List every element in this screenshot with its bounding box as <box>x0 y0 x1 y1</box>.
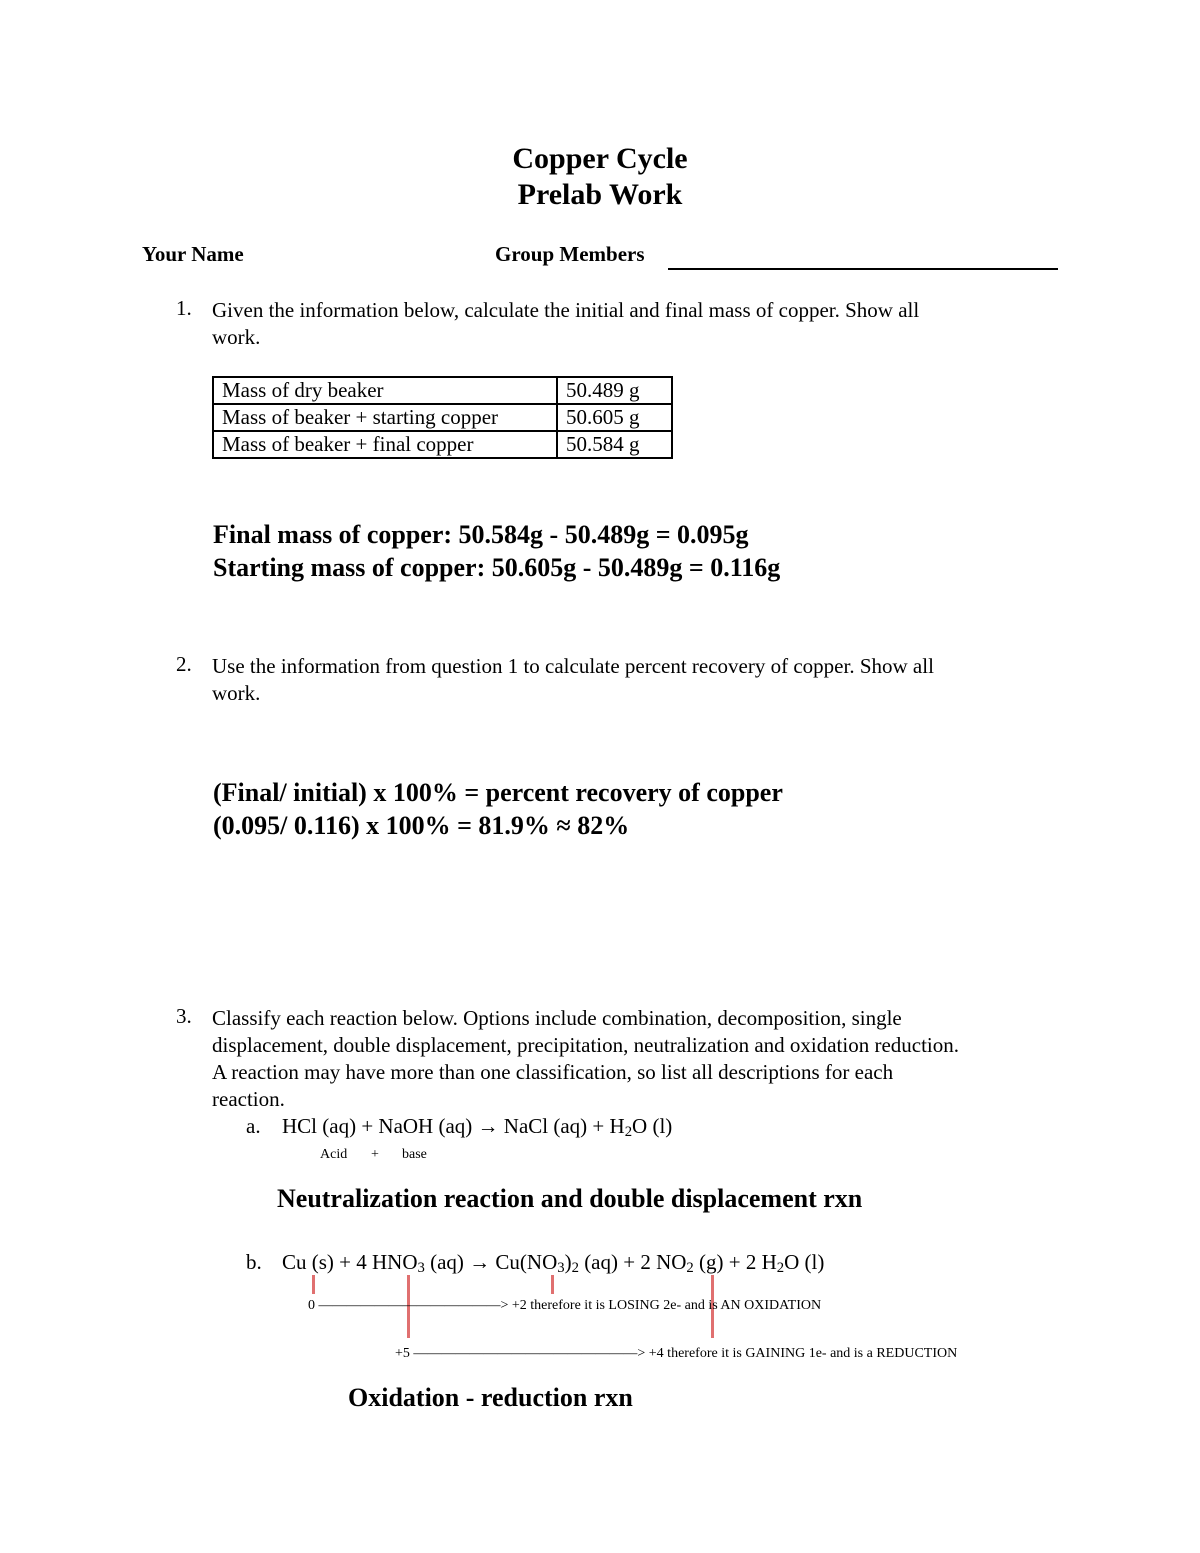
base-note: base <box>402 1147 427 1162</box>
q3a-label: a. <box>246 1114 261 1138</box>
equation-text: (aq) + 2 NO <box>578 1250 687 1274</box>
equation-text: O (l) <box>632 1114 673 1138</box>
group-members-label: Group Members <box>495 242 645 266</box>
equation-text: (aq) → Cu(NO <box>424 1250 558 1274</box>
equation-text: HCl (aq) + NaOH (aq) → NaCl (aq) + H <box>282 1114 625 1138</box>
equation-text: Cu (s) + 4 HNO <box>282 1250 418 1274</box>
table-row <box>213 377 672 404</box>
oxidation-note: 0 —————————————> +2 therefore it is LOSING 2e- and is AN OXIDATION <box>308 1298 822 1313</box>
table-cell-value: 50.489 g <box>557 377 672 404</box>
cu-oxidation-mark <box>312 1275 315 1294</box>
equation-subscript: 3 <box>417 1260 425 1276</box>
equation-text: (g) + 2 H <box>693 1250 777 1274</box>
q3b-equation <box>282 1248 824 1276</box>
table-cell-value: 50.605 g <box>557 404 672 431</box>
q2-text-line1: Use the information from question 1 to calculate percent recovery of copper. Show all <box>212 654 934 678</box>
q3-text-line2: displacement, double displacement, precipitation, neutralization and oxidation reduction. <box>212 1033 960 1057</box>
your-name-label: Your Name <box>142 242 244 266</box>
plus-note: + <box>371 1147 379 1162</box>
equation-subscript: 2 <box>624 1124 633 1140</box>
cu-product-mark <box>551 1275 554 1294</box>
mass-table <box>212 376 673 459</box>
table-row <box>213 431 672 458</box>
q3-text-line4: reaction. <box>212 1087 285 1111</box>
equation-subscript: 2 <box>571 1260 579 1276</box>
doc-subtitle: Prelab Work <box>517 178 683 211</box>
q2-answer-line2: (0.095/ 0.116) x 100% = 81.9% ≈ 82% <box>213 811 630 840</box>
table-row <box>213 404 672 431</box>
table-cell-label: Mass of dry beaker <box>213 377 557 404</box>
q2-number: 2. <box>176 652 192 676</box>
acid-note: Acid <box>320 1147 348 1162</box>
equation-subscript: 2 <box>686 1260 694 1276</box>
equation-text: ) <box>564 1250 572 1274</box>
q1-number: 1. <box>176 296 192 320</box>
q1-text-line1: Given the information below, calculate the initial and final mass of copper. Show all <box>212 298 920 322</box>
equation-text: O (l) <box>784 1250 825 1274</box>
q3a-answer: Neutralization reaction and double displacement rxn <box>277 1184 863 1213</box>
equation-subscript: 2 <box>776 1260 785 1276</box>
equation-subscript: 3 <box>557 1260 565 1276</box>
q3b-label: b. <box>246 1250 262 1274</box>
q1-answer-line1: Final mass of copper: 50.584g - 50.489g = 0.095g <box>213 520 749 549</box>
group-members-blank[interactable] <box>668 268 1058 270</box>
q2-text-line2: work. <box>212 681 261 705</box>
reduction-note: +5 ————————————————> +4 therefore it is GAINING 1e- and is a REDUCTION <box>395 1346 958 1361</box>
q3-text-line3: A reaction may have more than one classification, so list all descriptions for each <box>212 1060 894 1084</box>
table-cell-label: Mass of beaker + final copper <box>213 431 557 458</box>
table-cell-value: 50.584 g <box>557 431 672 458</box>
q3-number: 3. <box>176 1004 192 1028</box>
q3-text-line1: Classify each reaction below. Options include combination, decomposition, single <box>212 1006 902 1030</box>
q2-answer-line1: (Final/ initial) x 100% = percent recovery of copper <box>213 778 783 807</box>
q3b-answer: Oxidation - reduction rxn <box>348 1383 633 1412</box>
q1-text-line2: work. <box>212 325 261 349</box>
table-cell-label: Mass of beaker + starting copper <box>213 404 557 431</box>
doc-title: Copper Cycle <box>512 142 688 175</box>
q1-answer-line2: Starting mass of copper: 50.605g - 50.489g = 0.116g <box>213 553 781 582</box>
q3a-equation <box>282 1112 672 1140</box>
